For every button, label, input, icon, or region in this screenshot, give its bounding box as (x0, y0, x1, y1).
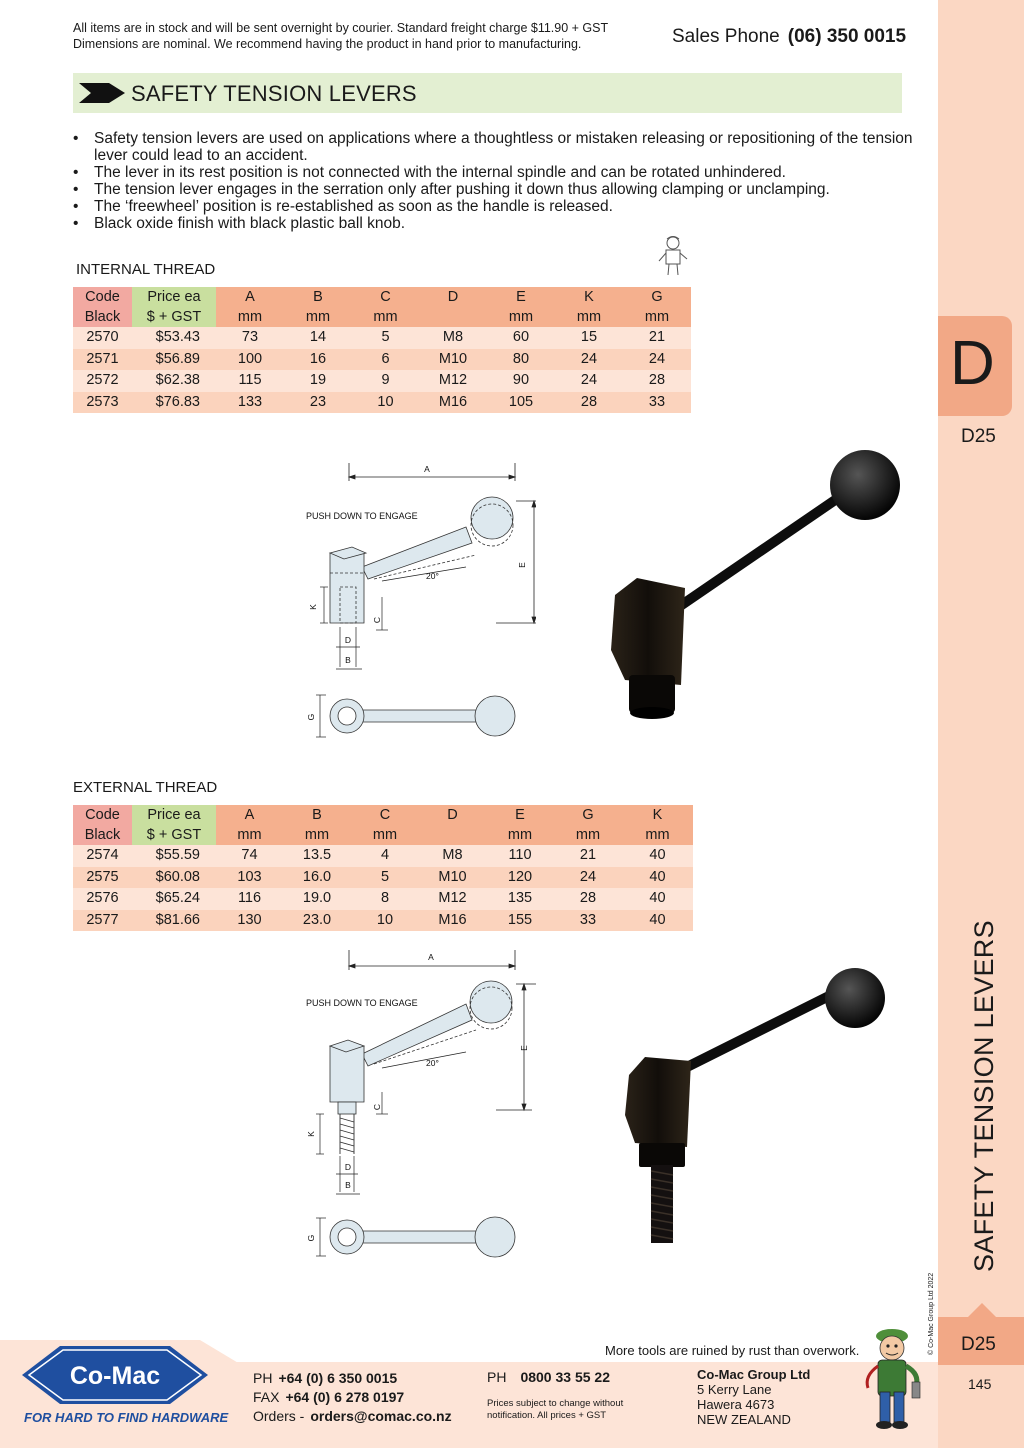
col-header: K (555, 287, 623, 307)
col-subheader: $ + GST (132, 825, 216, 845)
cell-g: 28 (623, 370, 691, 392)
col-subheader: Black (73, 825, 132, 845)
col-header: Price ea (132, 805, 216, 825)
cell-code: 2573 (73, 392, 132, 414)
col-subheader: mm (284, 307, 352, 327)
cell-k: 28 (555, 392, 623, 414)
cell-price: $65.24 (132, 888, 216, 910)
col-subheader: mm (486, 825, 554, 845)
cell-a: 133 (216, 392, 284, 414)
col-header: Code (73, 805, 132, 825)
dim-label-a: A (424, 464, 430, 474)
col-subheader: mm (487, 307, 555, 327)
address-line: 5 Kerry Lane (697, 1382, 772, 1397)
company-name: Co-Mac Group Ltd (697, 1367, 811, 1382)
cell-code: 2575 (73, 867, 132, 889)
cell-code: 2571 (73, 349, 132, 371)
dim-label-c: C (372, 616, 382, 624)
cell-e: 60 (487, 327, 555, 349)
col-header: Code (73, 287, 132, 307)
price-note (487, 1398, 623, 1422)
angle-label: 20° (426, 1058, 439, 1068)
cell-e: 90 (487, 370, 555, 392)
stock-notice (73, 20, 608, 52)
cell-g: 24 (623, 349, 691, 371)
cell-a: 116 (216, 888, 283, 910)
col-header: E (486, 805, 554, 825)
cell-b: 16 (284, 349, 352, 371)
cell-g: 21 (623, 327, 691, 349)
internal-thread-drawing (296, 455, 536, 745)
cell-b: 13.5 (283, 845, 351, 867)
cell-b: 19.0 (283, 888, 351, 910)
cell-d: M12 (419, 888, 486, 910)
logo-text: Co-Mac (69, 1362, 161, 1390)
notice-line-2: Dimensions are nominal. We recommend having the product in hand prior to manufacturing. (73, 37, 582, 51)
cell-b: 16.0 (283, 867, 351, 889)
col-subheader: mm (351, 825, 419, 845)
footer-tagline: FOR HARD TO FIND HARDWARE (24, 1410, 229, 1425)
dim-label-e: E (517, 562, 527, 568)
feature-item: • Black oxide finish with black plastic ball knob. (73, 215, 913, 232)
cell-price: $53.43 (132, 327, 216, 349)
dim-label-k: K (306, 1131, 316, 1137)
col-header: C (352, 287, 419, 307)
cell-c: 10 (351, 910, 419, 932)
cell-e: 105 (487, 392, 555, 414)
push-down-label: PUSH DOWN TO ENGAGE (306, 998, 418, 1008)
col-header: K (622, 805, 693, 825)
table-row (73, 349, 691, 371)
cell-d: M8 (419, 327, 487, 349)
table-row (73, 845, 693, 867)
cell-k: 40 (622, 867, 693, 889)
cell-code: 2572 (73, 370, 132, 392)
cell-b: 14 (284, 327, 352, 349)
col-subheader: mm (352, 307, 419, 327)
sales-label: Sales Phone (672, 26, 780, 47)
dim-label-c: C (372, 1103, 382, 1111)
cell-e: 155 (486, 910, 554, 932)
col-header: Price ea (132, 287, 216, 307)
page-code-top: D25 (961, 426, 996, 447)
copyright: © Co-Mac Group Ltd 2022 (928, 1272, 935, 1355)
arrow-icon (79, 83, 125, 103)
col-subheader: mm (623, 307, 691, 327)
feature-item: • The ‘freewheel’ position is re-established as soon as the handle is released. (73, 198, 913, 215)
col-subheader: mm (555, 307, 623, 327)
col-subheader (419, 825, 486, 845)
col-header: B (284, 287, 352, 307)
cell-price: $81.66 (132, 910, 216, 932)
external-thread-heading: EXTERNAL THREAD (73, 779, 218, 796)
address-line: Hawera 4673 (697, 1397, 775, 1412)
col-subheader: mm (283, 825, 351, 845)
price-note-1: Prices subject to change without (487, 1398, 624, 1409)
cell-d: M10 (419, 867, 486, 889)
cell-g: 28 (554, 888, 622, 910)
table-row (73, 370, 691, 392)
col-header: A (216, 287, 284, 307)
sales-phone (672, 26, 906, 48)
comac-logo (22, 1344, 208, 1406)
cell-b: 23.0 (283, 910, 351, 932)
cell-code: 2570 (73, 327, 132, 349)
dim-label-g: G (306, 713, 316, 721)
feature-list (73, 130, 913, 232)
cell-b: 19 (284, 370, 352, 392)
orders-label: Orders - (253, 1408, 305, 1424)
col-subheader: mm (554, 825, 622, 845)
col-subheader: Black (73, 307, 132, 327)
page-tab-notch (968, 1303, 996, 1317)
feature-item: • Safety tension levers are used on applications where a thoughtless or mistaken releasing or repositioning of the tension lever could lead to an accident. (73, 130, 913, 164)
section-title: SAFETY TENSION LEVERS (131, 81, 417, 106)
cell-c: 10 (352, 392, 419, 414)
cell-d: M16 (419, 392, 487, 414)
cell-d: M12 (419, 370, 487, 392)
internal-thread-table (73, 287, 691, 413)
dim-label-k: K (308, 604, 318, 610)
col-header: A (216, 805, 283, 825)
dim-label-e: E (519, 1045, 529, 1051)
cell-price: $55.59 (132, 845, 216, 867)
external-lever-photo (615, 965, 890, 1250)
mascot-mechanic-icon (858, 1326, 926, 1430)
col-subheader: mm (622, 825, 693, 845)
col-header: G (554, 805, 622, 825)
cell-price: $62.38 (132, 370, 216, 392)
dim-label-g: G (306, 1234, 316, 1242)
cell-price: $60.08 (132, 867, 216, 889)
contact-block (253, 1369, 452, 1426)
col-header: B (283, 805, 351, 825)
cell-g: 33 (554, 910, 622, 932)
col-subheader (419, 307, 487, 327)
dim-label-d: D (344, 635, 352, 645)
cell-k: 40 (622, 888, 693, 910)
cell-d: M10 (419, 349, 487, 371)
table-row (73, 867, 693, 889)
internal-thread-heading: INTERNAL THREAD (76, 261, 216, 278)
cell-price: $76.83 (132, 392, 216, 414)
cell-a: 115 (216, 370, 284, 392)
external-thread-table (73, 805, 693, 931)
angle-label: 20° (426, 571, 439, 581)
cell-a: 130 (216, 910, 283, 932)
cell-c: 5 (352, 327, 419, 349)
cell-e: 80 (487, 349, 555, 371)
cell-g: 33 (623, 392, 691, 414)
col-header: D (419, 805, 486, 825)
cell-c: 4 (351, 845, 419, 867)
col-subheader: mm (216, 307, 284, 327)
cell-code: 2574 (73, 845, 132, 867)
cell-c: 5 (351, 867, 419, 889)
cell-e: 120 (486, 867, 554, 889)
col-subheader: $ + GST (132, 307, 216, 327)
footer-motto: More tools are ruined by rust than overwork. (605, 1343, 860, 1358)
cell-g: 24 (554, 867, 622, 889)
cell-k: 40 (622, 910, 693, 932)
cell-a: 74 (216, 845, 283, 867)
dim-label-b: B (345, 1180, 351, 1190)
section-title-bar (73, 73, 902, 113)
cell-c: 6 (352, 349, 419, 371)
cell-d: M8 (419, 845, 486, 867)
ph2-number[interactable]: 0800 33 55 22 (520, 1369, 610, 1385)
col-header: E (487, 287, 555, 307)
table-row (73, 392, 691, 414)
vertical-title: SAFETY TENSION LEVERS (969, 920, 999, 1272)
fax-label: FAX (253, 1389, 280, 1405)
table-row (73, 910, 693, 932)
cell-c: 9 (352, 370, 419, 392)
cell-g: 21 (554, 845, 622, 867)
cell-k: 15 (555, 327, 623, 349)
company-address (697, 1367, 810, 1427)
ph-label: PH (253, 1370, 273, 1386)
dim-label-a: A (428, 952, 434, 962)
cell-k: 24 (555, 370, 623, 392)
cell-price: $56.89 (132, 349, 216, 371)
cell-a: 73 (216, 327, 284, 349)
page-number: 145 (968, 1376, 992, 1392)
ph-number[interactable]: +64 (0) 6 350 0015 (278, 1370, 398, 1386)
address-line: NEW ZEALAND (697, 1412, 791, 1427)
cell-b: 23 (284, 392, 352, 414)
cell-c: 8 (351, 888, 419, 910)
cell-k: 40 (622, 845, 693, 867)
feature-item: • The lever in its rest position is not connected with the internal spindle and can be rotated unhindered. (73, 164, 913, 181)
cell-a: 103 (216, 867, 283, 889)
price-note-2: notification. All prices + GST (487, 1410, 607, 1421)
cell-code: 2576 (73, 888, 132, 910)
internal-lever-photo (595, 450, 910, 720)
ph2-label: PH (487, 1369, 507, 1385)
orders-email[interactable]: orders@comac.co.nz (310, 1408, 452, 1424)
col-subheader: mm (216, 825, 283, 845)
col-header: C (351, 805, 419, 825)
sales-number: (06) 350 0015 (787, 26, 907, 47)
cell-e: 135 (486, 888, 554, 910)
notice-line-1: All items are in stock and will be sent overnight by courier. Standard freight charge $11.90 + GST (73, 21, 609, 35)
table-row (73, 888, 693, 910)
cell-code: 2577 (73, 910, 132, 932)
cell-e: 110 (486, 845, 554, 867)
feature-item: • The tension lever engages in the serration only after pushing it down thus allowing clamping or unclamping. (73, 181, 913, 198)
dim-label-b: B (345, 655, 351, 665)
freephone (487, 1369, 610, 1385)
table-row (73, 327, 691, 349)
cell-d: M16 (419, 910, 486, 932)
page-code-bottom: D25 (961, 1334, 996, 1355)
cell-k: 24 (555, 349, 623, 371)
col-header: D (419, 287, 487, 307)
cell-a: 100 (216, 349, 284, 371)
push-down-label: PUSH DOWN TO ENGAGE (306, 511, 418, 521)
fax-number: +64 (0) 6 278 0197 (285, 1389, 405, 1405)
col-header: G (623, 287, 691, 307)
external-thread-drawing (296, 942, 536, 1262)
dim-label-d: D (344, 1162, 352, 1172)
mascot-icon (656, 233, 690, 277)
section-letter: D (950, 329, 995, 398)
